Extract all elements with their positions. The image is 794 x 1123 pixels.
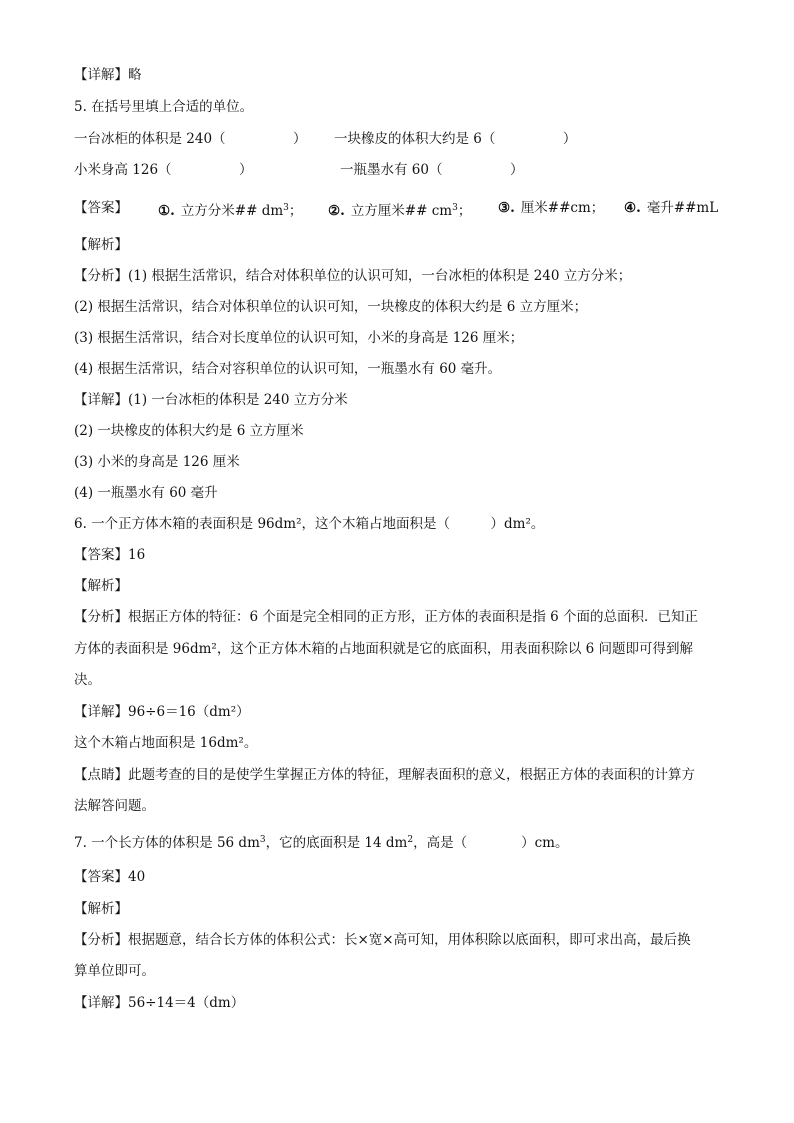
detail-line: 【详解】略 xyxy=(74,67,142,83)
comment-line: 【点睛】此题考查的目的是使学生掌握正方体的特征，理解表面积的意义，根据正方体的表面积的计算方 xyxy=(74,767,695,783)
answer-number: ②. xyxy=(328,203,345,219)
analysis-line: 决。 xyxy=(74,672,101,688)
detail-line: (2) 一块橡皮的体积大约是 6 立方厘米 xyxy=(74,423,304,439)
question-5-item-3: 小米身高 126（ ） xyxy=(74,162,253,178)
question-5-item-2: 一块橡皮的体积大约是 6（ ） xyxy=(334,131,577,147)
analysis-line: 方体的表面积是 96dm²，这个正方体木箱的占地面积就是它的底面积，用表面积除以 6 问题即可得到解 xyxy=(74,641,693,657)
detail-line: (3) 小米的身高是 126 厘米 xyxy=(74,454,240,470)
question-7-title xyxy=(74,831,568,852)
answer-7: 【答案】40 xyxy=(74,869,146,885)
question-6-title: 6. 一个正方体木箱的表面积是 96dm²，这个木箱占地面积是（ ）dm²。 xyxy=(74,516,545,532)
answer-tail: ； xyxy=(288,203,303,219)
question-7-text: ，它的底面积是 14 dm xyxy=(265,835,408,851)
answer-5-label: 【答案】 xyxy=(74,200,128,216)
exponent: 2 xyxy=(407,835,414,845)
comment-line: 法解答问题。 xyxy=(74,798,155,814)
question-5-title: 5. 在括号里填上合适的单位。 xyxy=(74,99,254,115)
answer-text: 立方分米## dm xyxy=(180,203,284,219)
answer-text: 立方厘米## cm xyxy=(350,203,453,219)
analysis-line: 算单位即可。 xyxy=(74,963,155,979)
answer-number: ③. xyxy=(498,200,515,216)
answer-5-option-4 xyxy=(624,199,718,217)
detail-line: 【详解】(1) 一台冰柜的体积是 240 立方分米 xyxy=(74,392,348,408)
answer-5-option-2 xyxy=(328,199,471,220)
analysis-label: 【解析】 xyxy=(74,578,128,594)
analysis-label: 【解析】 xyxy=(74,237,128,253)
analysis-label: 【解析】 xyxy=(74,901,128,917)
detail-line: 这个木箱占地面积是 16dm²。 xyxy=(74,735,258,751)
question-7-text: ，高是（ ）cm。 xyxy=(413,835,569,851)
answer-exponent: 3 xyxy=(452,203,458,213)
question-7-text: 7. 一个长方体的体积是 56 dm xyxy=(74,835,260,851)
answer-number: ①. xyxy=(158,203,175,219)
question-5-item-1: 一台冰柜的体积是 240（ ） xyxy=(74,131,307,147)
analysis-line: 【分析】(1) 根据生活常识，结合对体积单位的认识可知，一台冰柜的体积是 240 立方分米； xyxy=(74,268,632,284)
answer-5-option-1 xyxy=(158,199,302,220)
detail-line: 【详解】56÷14＝4（dm） xyxy=(74,995,245,1011)
answer-6: 【答案】16 xyxy=(74,547,146,563)
answer-text: 毫升##mL xyxy=(646,200,719,216)
detail-line: (4) 一瓶墨水有 60 毫升 xyxy=(74,485,218,501)
analysis-line: (2) 根据生活常识，结合对体积单位的认识可知，一块橡皮的体积大约是 6 立方厘米； xyxy=(74,299,588,315)
detail-line: 【详解】96÷6＝16（dm²） xyxy=(74,704,250,720)
answer-5-option-3 xyxy=(498,199,604,217)
answer-tail: ； xyxy=(457,203,472,219)
answer-number: ④. xyxy=(624,200,641,216)
analysis-line: (4) 根据生活常识，结合对容积单位的认识可知，一瓶墨水有 60 毫升。 xyxy=(74,361,502,377)
answer-text: 厘米##cm； xyxy=(520,200,605,216)
exponent: 3 xyxy=(259,835,266,845)
answer-exponent: 3 xyxy=(283,203,289,213)
analysis-line: 【分析】根据题意，结合长方体的体积公式：长×宽×高可知，用体积除以底面积，即可求出高，最后换 xyxy=(74,932,691,948)
question-5-item-4: 一瓶墨水有 60（ ） xyxy=(340,162,524,178)
analysis-line: 【分析】根据正方体的特征：6 个面是完全相同的正方形，正方体的表面积是指 6 个面的总面积．已知正 xyxy=(74,609,699,625)
analysis-line: (3) 根据生活常识，结合对长度单位的认识可知，小米的身高是 126 厘米； xyxy=(74,330,524,346)
